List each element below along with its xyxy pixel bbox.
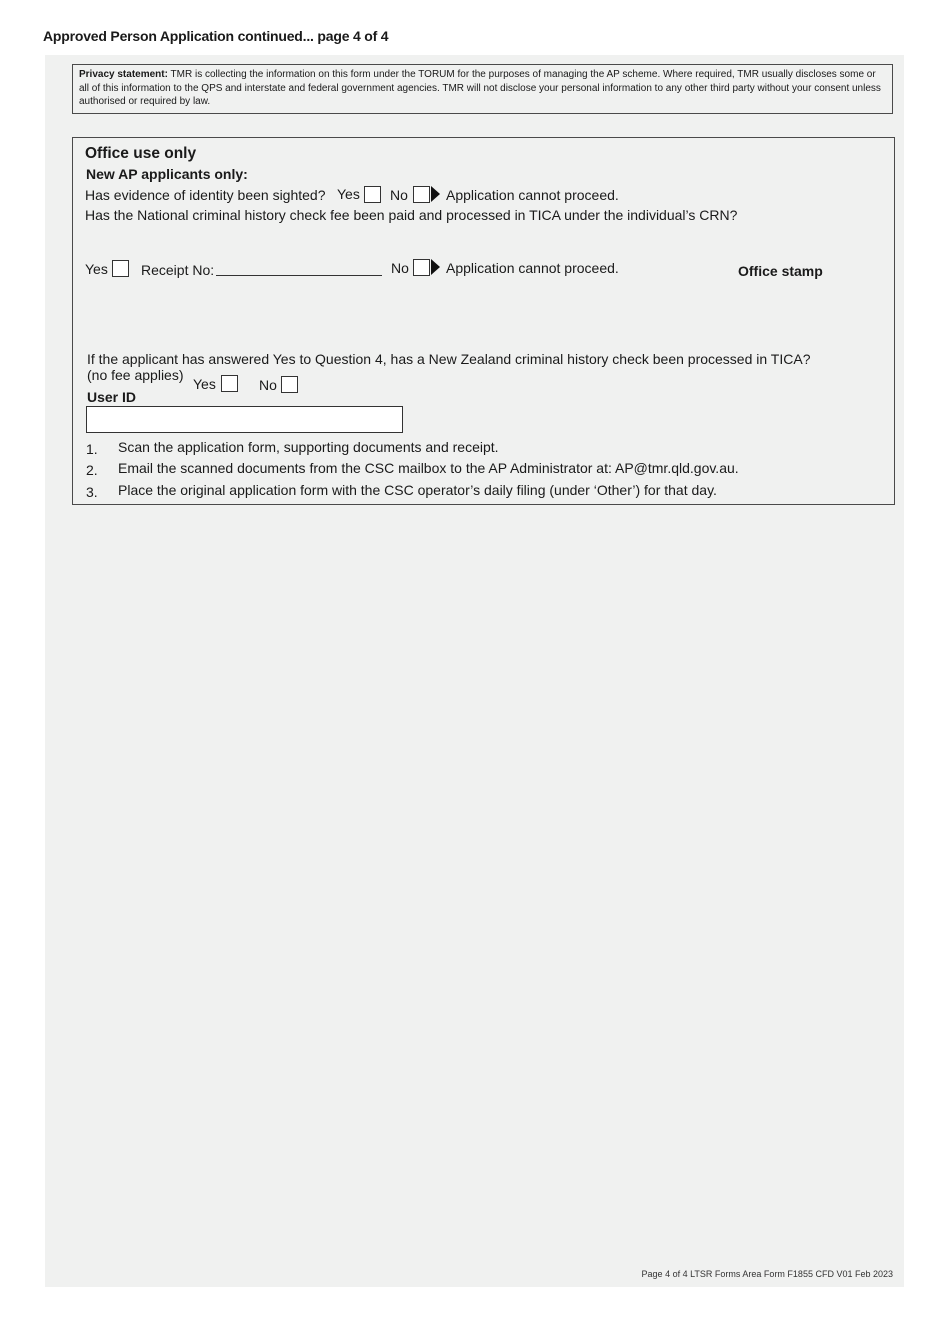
fee-no-label: No [391,260,409,276]
office-stamp-label: Office stamp [738,263,823,279]
office-use-heading: Office use only [85,145,197,162]
nz-no-checkbox[interactable] [281,376,298,393]
fee-cannot-proceed: Application cannot proceed. [446,260,619,276]
identity-yes-checkbox[interactable] [364,186,381,203]
nz-check-question: If the applicant has answered Yes to Question 4, has a New Zealand criminal history check been processed in TICA? [87,351,811,367]
arrow-icon [431,186,440,202]
page-footer: Page 4 of 4 LTSR Forms Area Form F1855 CFD V01 Feb 2023 [641,1269,893,1279]
identity-yes-label: Yes [337,186,360,202]
arrow-icon [431,259,440,275]
receipt-input[interactable] [216,275,382,276]
privacy-statement [72,64,893,114]
user-id-label: User ID [87,389,137,405]
nz-no-label: No [259,377,277,393]
step-text: Scan the application form, supporting documents and receipt. [118,439,499,455]
step-number: 1. [86,441,98,457]
step-number: 3. [86,484,98,500]
page-title: Approved Person Application continued... page 4 of 4 [43,28,389,44]
new-ap-heading: New AP applicants only: [86,166,248,182]
privacy-text: TMR is collecting the information on this form under the TORUM for the purposes of managing the AP scheme. Where required, TMR usually discloses some or all of this information to the QPS and interstate and federal government agencies. TMR will not disclose your personal information to any other third party without your consent unless authorised or required by law. [79,69,881,107]
fee-yes-label: Yes [85,261,108,277]
fee-yes-checkbox[interactable] [112,260,129,277]
fee-no-checkbox[interactable] [413,259,430,276]
identity-no-label: No [390,187,408,203]
identity-question: Has evidence of identity been sighted? [85,187,326,203]
step-number: 2. [86,462,98,478]
step-text: Email the scanned documents from the CSC mailbox to the AP Administrator at: AP@tmr.qld.gov.au. [118,460,739,476]
privacy-label: Privacy statement: [79,69,168,80]
identity-no-checkbox[interactable] [413,186,430,203]
receipt-label: Receipt No: [141,262,215,278]
criminal-check-question: Has the National criminal history check fee been paid and processed in TICA under the individual’s CRN? [85,207,738,223]
nz-yes-checkbox[interactable] [221,375,238,392]
identity-cannot-proceed: Application cannot proceed. [446,187,619,203]
nz-yes-label: Yes [193,376,216,392]
user-id-input[interactable] [86,406,403,433]
no-fee-note: (no fee applies) [87,367,184,383]
step-text: Place the original application form with the CSC operator’s daily filing (under ‘Other’) for that day. [118,482,717,498]
